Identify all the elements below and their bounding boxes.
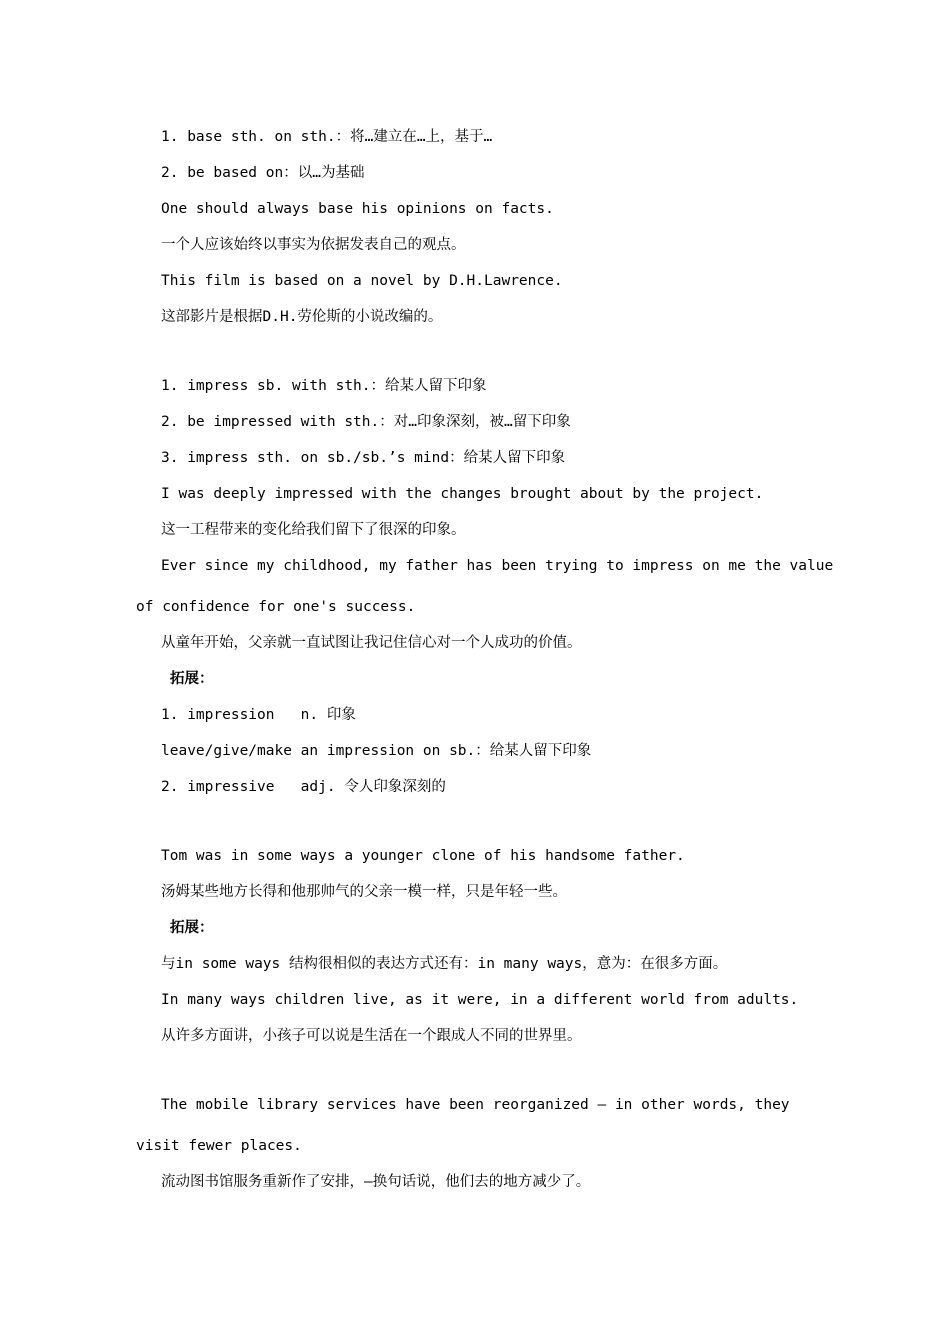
text-line: 1. impression n. 印象 [161,707,356,723]
text-line: leave/give/make an impression on sb.：给某人留下印象 [161,743,592,759]
text-line: 3. impress sth. on sb./sb.’s mind：给某人留下印象 [161,450,566,466]
text-line: One should always base his opinions on facts. [161,201,554,217]
text-line: Tom was in some ways a younger clone of his handsome father. [161,848,685,864]
text-line: visit fewer places. [136,1138,302,1154]
section-heading: 拓展： [170,671,214,687]
text-line: The mobile library services have been reorganized — in other words, they [161,1097,790,1113]
text-line: 与in some ways 结构很相似的表达方式还有：in many ways，意为：在很多方面。 [161,956,728,972]
text-line: 汤姆某些地方长得和他那帅气的父亲一模一样，只是年轻一些。 [161,884,567,900]
text-line: 一个人应该始终以事实为依据发表自己的观点。 [161,237,466,253]
text-line: Ever since my childhood, my father has been trying to impress on me the value [161,558,834,574]
section-heading: 拓展： [170,920,214,936]
text-line: 1. base sth. on sth.：将…建立在…上，基于… [161,129,493,145]
text-line: 2. be based on：以…为基础 [161,165,365,181]
text-line: 从许多方面讲，小孩子可以说是生活在一个跟成人不同的世界里。 [161,1028,582,1044]
text-line: of confidence for one's success. [136,599,416,615]
text-line: In many ways children live, as it were, in a different world from adults. [161,992,799,1008]
text-line: 这部影片是根据D.H.劳伦斯的小说改编的。 [161,309,443,325]
text-line: 2. impressive adj. 令人印象深刻的 [161,779,446,795]
text-line: 2. be impressed with sth.：对…印象深刻，被…留下印象 [161,414,571,430]
text-line: 流动图书馆服务重新作了安排，—换句话说，他们去的地方减少了。 [161,1174,591,1190]
text-line: This film is based on a novel by D.H.Lawrence. [161,273,563,289]
text-line: 这一工程带来的变化给我们留下了很深的印象。 [161,522,466,538]
text-line: I was deeply impressed with the changes brought about by the project. [161,486,764,502]
text-line: 1. impress sb. with sth.：给某人留下印象 [161,378,487,394]
text-line: 从童年开始，父亲就一直试图让我记住信心对一个人成功的价值。 [161,635,582,651]
